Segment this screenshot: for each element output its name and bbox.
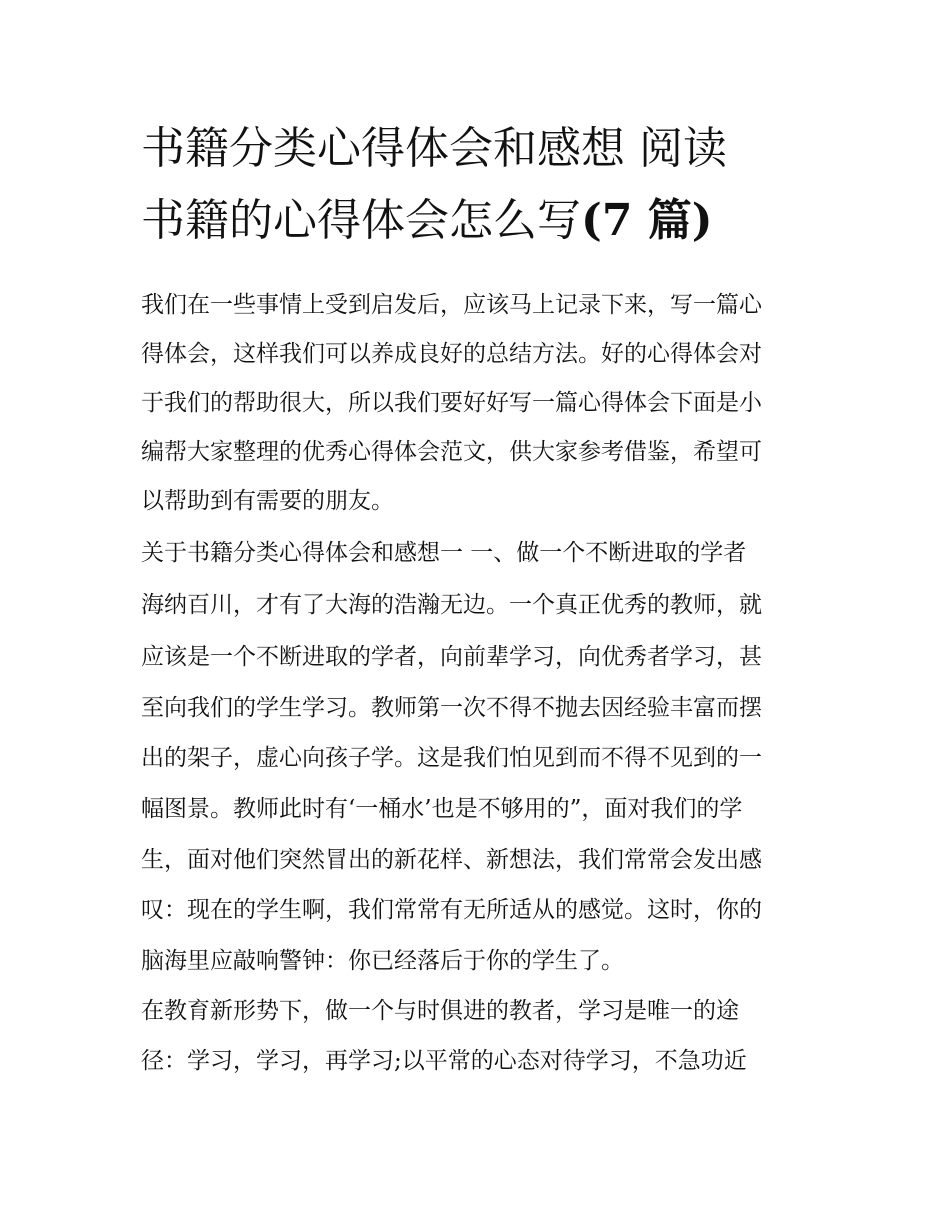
body-line: 叹：现在的学生啊，我们常常有无所适从的感觉。这时，你的 <box>141 897 762 923</box>
body-line: 径：学习，学习，再学习;以平常的心态对待学习，不急功近 <box>141 1048 747 1074</box>
body-line: 出的架子，虚心向孩子学。这是我们怕见到而不得不见到的一 <box>141 745 762 771</box>
body-line: 海纳百川，才有了大海的浩瀚无边。一个真正优秀的教师，就 <box>141 592 762 618</box>
title-line-2-text: 书籍的心得体会怎么写 <box>141 195 581 246</box>
body-line: 编帮大家整理的优秀心得体会范文，供大家参考借鉴，希望可 <box>141 439 762 465</box>
document-title <box>141 113 831 257</box>
body-line: 关于书籍分类心得体会和感想一 一、做一个不断进取的学者 <box>141 540 747 566</box>
body-line: 我们在一些事情上受到启发后，应该马上记录下来，写一篇心 <box>141 292 762 318</box>
body-line: 在教育新形势下，做一个与时俱进的教者，学习是唯一的途 <box>141 998 739 1024</box>
body-line: 得体会，这样我们可以养成良好的总结方法。好的心得体会对 <box>141 341 762 367</box>
body-line: 至向我们的学生学习。教师第一次不得不抛去因经验丰富而摆 <box>141 695 762 721</box>
body-line: 生，面对他们突然冒出的新花样、新想法，我们常常会发出感 <box>141 847 762 873</box>
body-line: 幅图景。教师此时有‘一桶水’也是不够用的”，面对我们的学 <box>141 796 743 822</box>
body-line: 应该是一个不断进取的学者，向前辈学习，向优秀者学习，甚 <box>141 644 762 670</box>
title-count: (7 篇) <box>581 195 713 246</box>
body-line: 以帮助到有需要的朋友。 <box>141 488 394 514</box>
body-line: 于我们的帮助很大，所以我们要好好写一篇心得体会下面是小 <box>141 390 762 416</box>
body-line: 脑海里应敲响警钟：你已经落后于你的学生了。 <box>141 948 624 974</box>
title-line-2 <box>141 185 831 257</box>
title-line-1: 书籍分类心得体会和感想 阅读 <box>141 123 727 174</box>
